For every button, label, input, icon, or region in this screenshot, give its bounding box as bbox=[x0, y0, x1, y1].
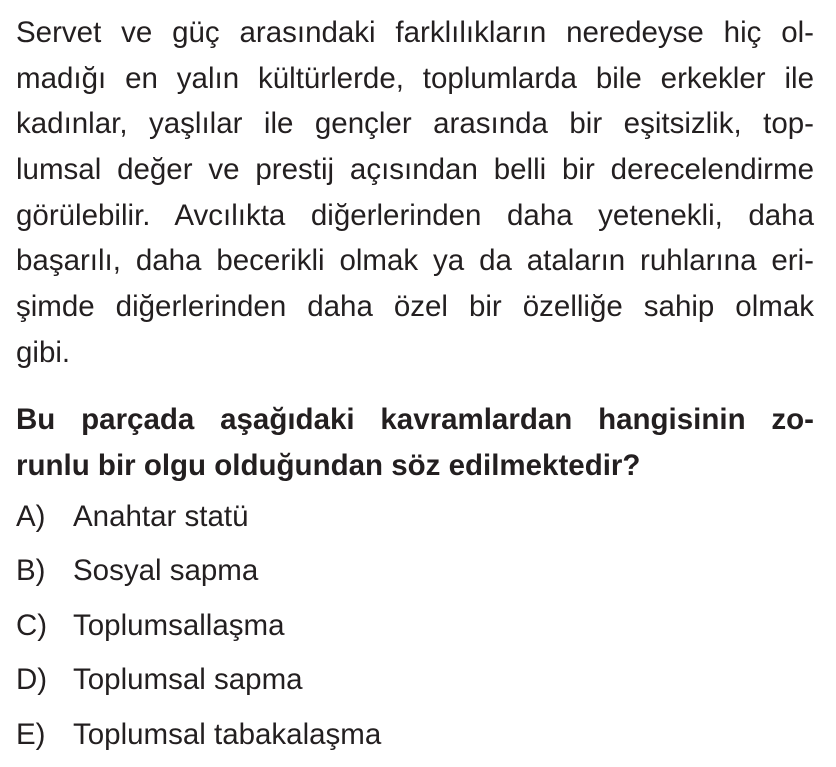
passage-line: şimde diğerlerinden daha özel bir özelliğe sahip olmak bbox=[16, 290, 814, 324]
passage-line: madığı en yalın kültürlerde, toplumlarda bile erkekler ile bbox=[16, 61, 814, 95]
passage-line: gibi. bbox=[16, 335, 71, 369]
passage-line: lumsal değer ve prestij açısından belli bir derecelendirme bbox=[16, 153, 814, 187]
passage-line: kadınlar, yaşlılar ile gençler arasında bir eşitsizlik, top- bbox=[16, 107, 814, 141]
option-c[interactable] bbox=[16, 599, 814, 654]
option-letter: E) bbox=[16, 717, 46, 751]
question-page bbox=[16, 10, 814, 762]
answer-options bbox=[16, 490, 814, 763]
option-text: Anahtar statü bbox=[73, 499, 249, 533]
option-letter: A) bbox=[16, 499, 46, 533]
option-text: Sosyal sapma bbox=[73, 554, 259, 588]
option-a[interactable] bbox=[16, 490, 814, 545]
option-text: Toplumsallaşma bbox=[73, 608, 285, 642]
option-text: Toplumsal sapma bbox=[73, 663, 303, 697]
option-letter: D) bbox=[16, 663, 48, 697]
passage-text bbox=[16, 10, 814, 376]
passage-line: görülebilir. Avcılıkta diğerlerinden daha yetenekli, daha bbox=[16, 198, 814, 232]
question-line: runlu bir olgu olduğundan söz edilmektedir? bbox=[16, 448, 641, 482]
option-text: Toplumsal tabakalaşma bbox=[73, 717, 382, 751]
option-b[interactable] bbox=[16, 544, 814, 599]
option-e[interactable] bbox=[16, 708, 814, 763]
option-letter: B) bbox=[16, 554, 46, 588]
option-letter: C) bbox=[16, 608, 48, 642]
question-line: Bu parçada aşağıdaki kavramlardan hangisinin zo- bbox=[16, 402, 814, 436]
passage-line: başarılı, daha becerikli olmak ya da ataların ruhlarına eri- bbox=[16, 244, 814, 278]
option-d[interactable] bbox=[16, 653, 814, 708]
question-stem bbox=[16, 397, 814, 489]
passage-line: Servet ve güç arasındaki farklılıkların neredeyse hiç ol- bbox=[16, 16, 814, 49]
